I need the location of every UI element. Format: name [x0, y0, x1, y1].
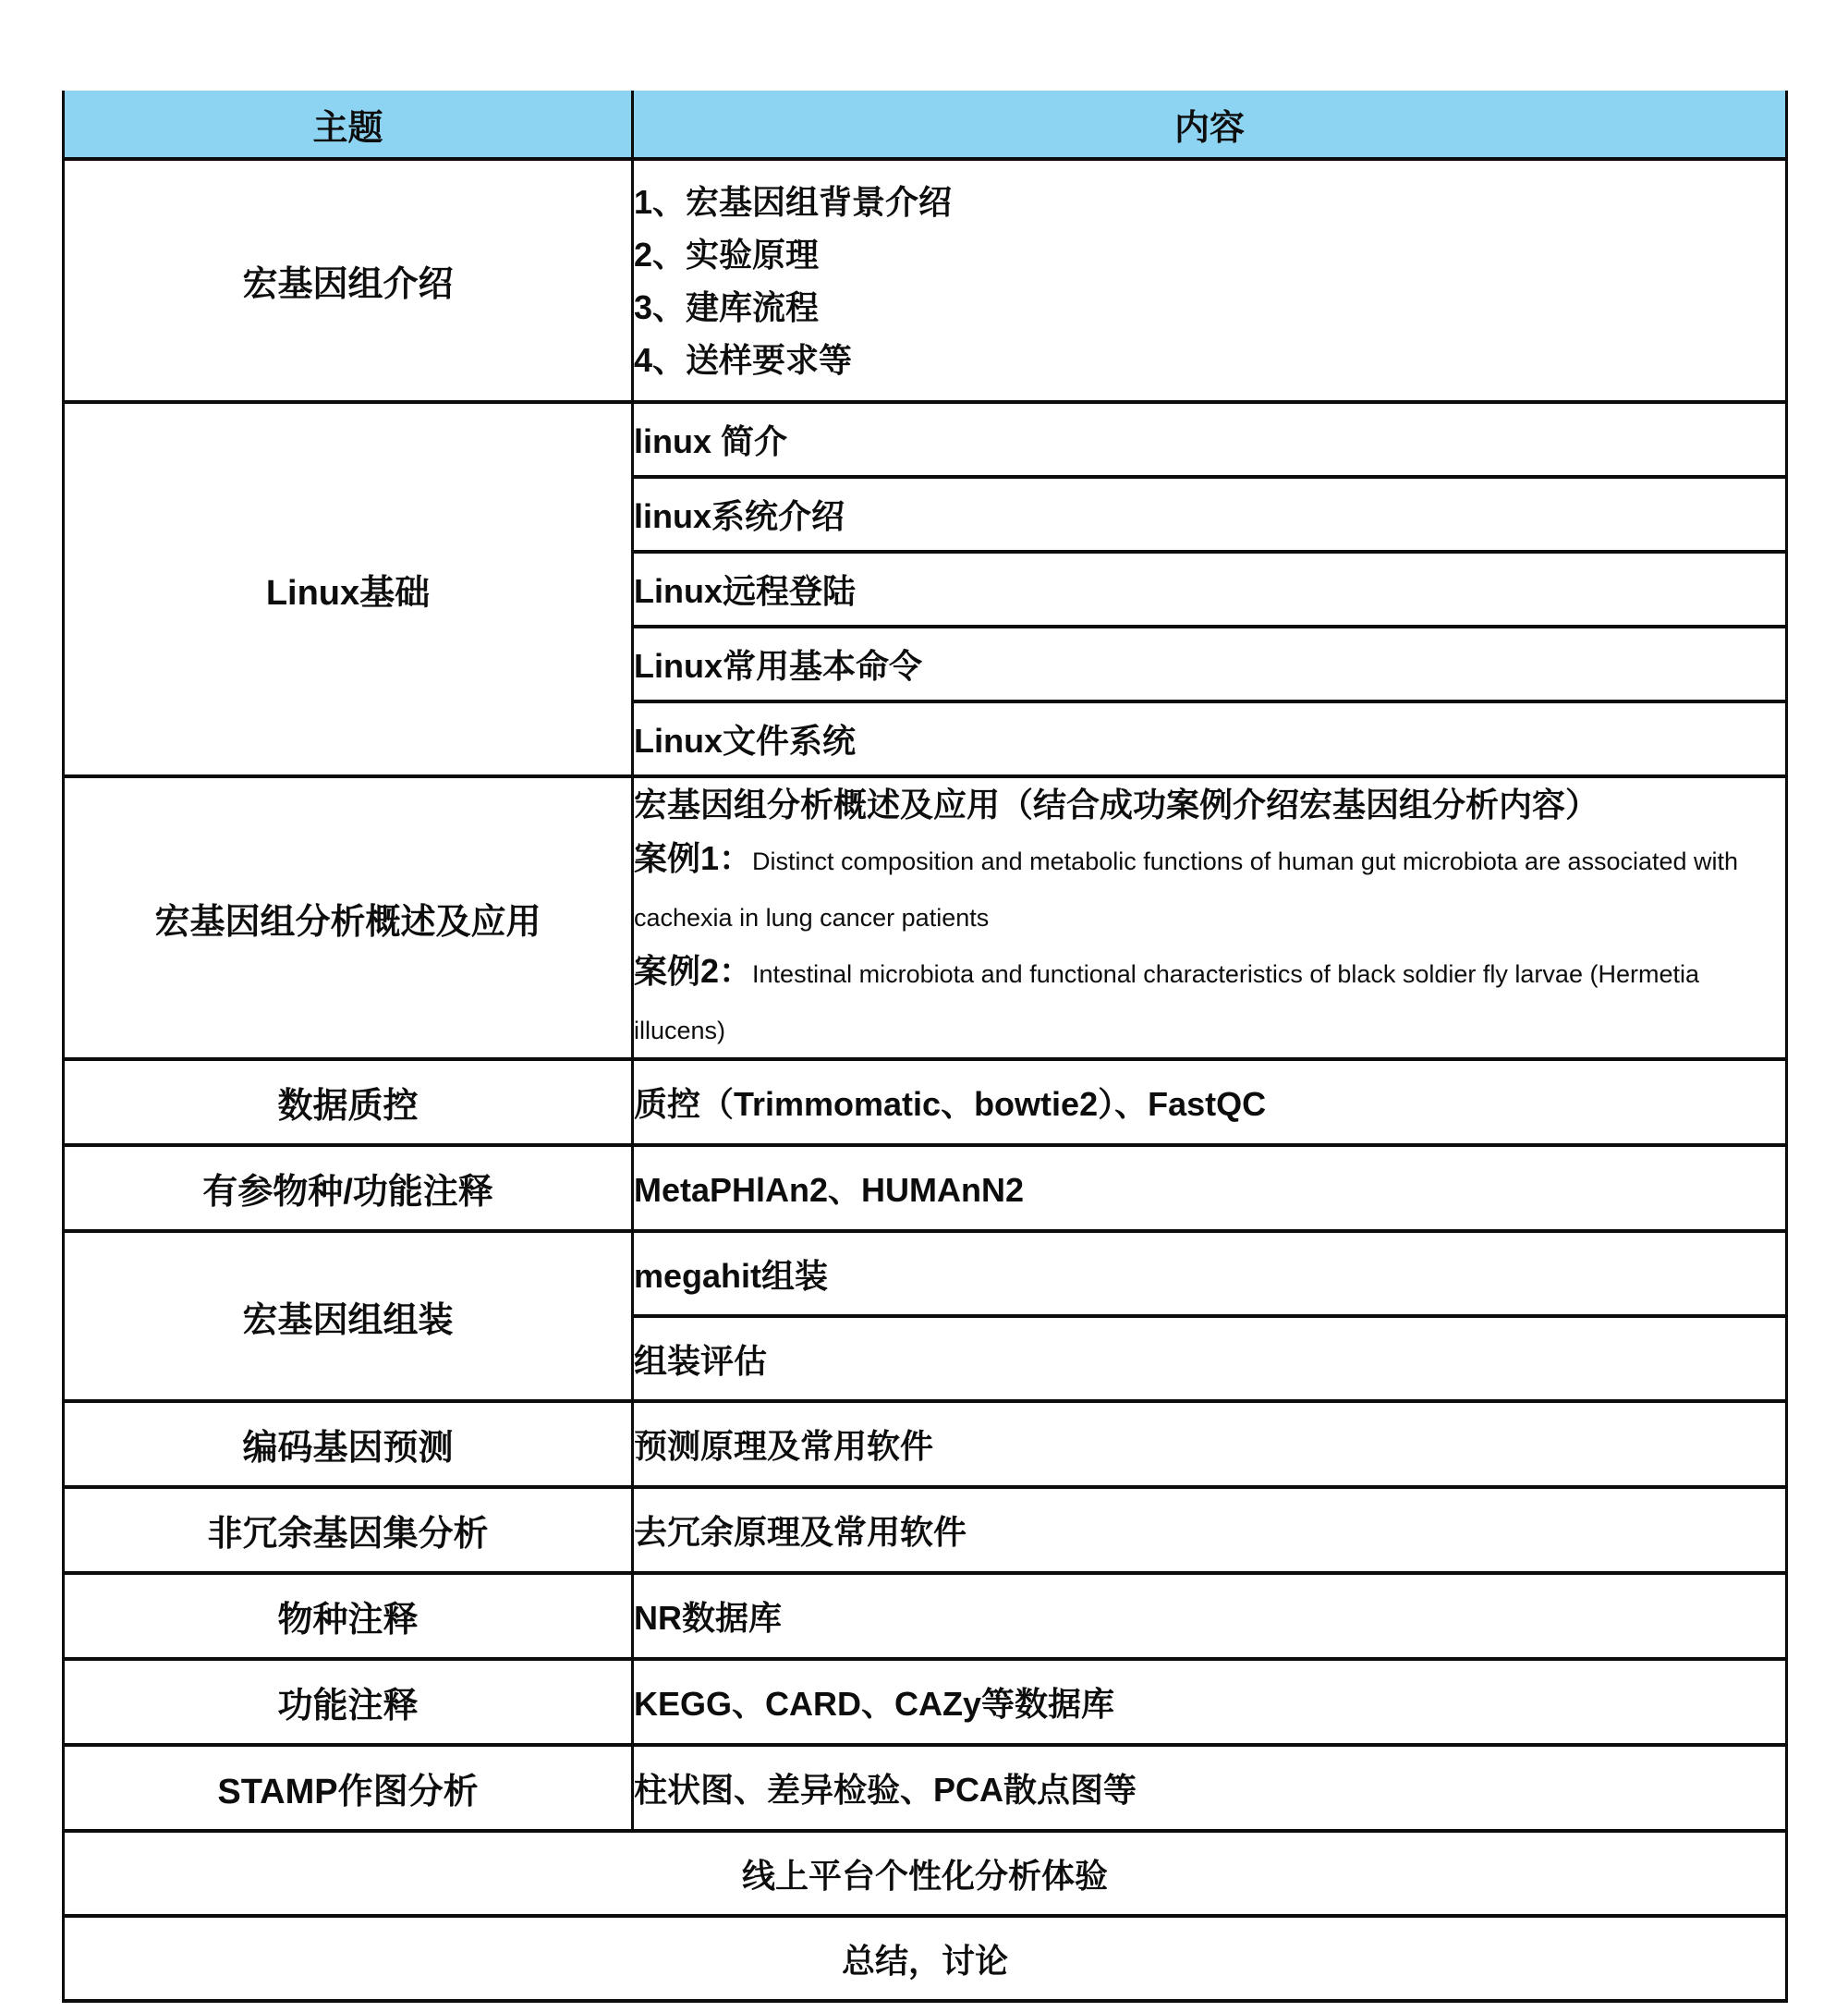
intro-line-2: 2、实验原理: [634, 235, 820, 274]
content-cell-stamp: 柱状图、差异检验、PCA散点图等: [633, 1745, 1787, 1831]
table-row-overview: [64, 776, 1787, 1059]
content-cell-ref-annotation: MetaPHlAn2、HUMAnN2: [633, 1145, 1787, 1231]
table-row-gene-prediction: [64, 1401, 1787, 1487]
topic-cell-gene-prediction: 编码基因预测: [64, 1401, 633, 1487]
table-row-function-annotation: [64, 1659, 1787, 1745]
overview-title: 宏基因组分析概述及应用（结合成功案例介绍宏基因组分析内容）: [634, 786, 1599, 823]
course-syllabus-table: [62, 91, 1788, 2003]
content-cell-linux-5: Linux文件系统: [633, 701, 1787, 776]
content-cell-linux-3: Linux远程登陆: [633, 552, 1787, 627]
full-cell-online-platform: 线上平台个性化分析体验: [64, 1831, 1787, 1916]
intro-line-4: 4、送样要求等: [634, 340, 853, 379]
full-cell-summary: 总结，讨论: [64, 1916, 1787, 2001]
table-row-assembly-1: [64, 1231, 1787, 1316]
content-cell-linux-2: linux系统介绍: [633, 477, 1787, 552]
content-cell-function-annotation: KEGG、CARD、CAZy等数据库: [633, 1659, 1787, 1745]
content-cell-linux-1: linux 简介: [633, 402, 1787, 477]
header-cell-content: 内容: [633, 91, 1787, 159]
topic-cell-nr-geneset: 非冗余基因集分析: [64, 1487, 633, 1573]
content-cell-overview: [633, 776, 1787, 1059]
content-cell-nr-geneset: 去冗余原理及常用软件: [633, 1487, 1787, 1573]
topic-cell-qc: 数据质控: [64, 1059, 633, 1145]
content-cell-gene-prediction: 预测原理及常用软件: [633, 1401, 1787, 1487]
table-row-stamp: [64, 1745, 1787, 1831]
topic-cell-linux: Linux基础: [64, 402, 633, 776]
overview-case1: [634, 832, 1785, 945]
table-row-nr-geneset: [64, 1487, 1787, 1573]
table-row-intro: [64, 159, 1787, 402]
topic-cell-taxonomy-annotation: 物种注释: [64, 1573, 633, 1659]
content-cell-assembly-2: 组装评估: [633, 1316, 1787, 1401]
content-cell-assembly-1: megahit组装: [633, 1231, 1787, 1316]
content-cell-linux-4: Linux常用基本命令: [633, 627, 1787, 701]
content-cell-qc: 质控（Trimmomatic、bowtie2）、FastQC: [633, 1059, 1787, 1145]
intro-line-1: 1、宏基因组背景介绍: [634, 182, 953, 221]
header-cell-topic: 主题: [64, 91, 633, 159]
case1-text: Distinct composition and metabolic functions of human gut microbiota are associated with cachexia in lung cancer patients: [634, 847, 1739, 932]
topic-cell-overview: 宏基因组分析概述及应用: [64, 776, 633, 1059]
table-row-online-platform: [64, 1831, 1787, 1916]
case2-text: Intestinal microbiota and functional characteristics of black soldier fly larvae (Hermetia illucens): [634, 960, 1699, 1044]
topic-cell-function-annotation: 功能注释: [64, 1659, 633, 1745]
overview-case2: [634, 945, 1785, 1057]
case2-label: 案例2：: [634, 952, 753, 990]
table-row-linux-1: [64, 402, 1787, 477]
intro-line-3: 3、建库流程: [634, 287, 820, 326]
table-row-qc: [64, 1059, 1787, 1145]
topic-cell-assembly: 宏基因组组装: [64, 1231, 633, 1401]
case1-label: 案例1：: [634, 839, 753, 877]
content-cell-intro: [633, 159, 1787, 402]
topic-cell-ref-annotation: 有参物种/功能注释: [64, 1145, 633, 1231]
topic-cell-intro: 宏基因组介绍: [64, 159, 633, 402]
table-row-summary: [64, 1916, 1787, 2001]
content-cell-taxonomy-annotation: NR数据库: [633, 1573, 1787, 1659]
header-row: [64, 91, 1787, 159]
table-row-ref-annotation: [64, 1145, 1787, 1231]
topic-cell-stamp: STAMP作图分析: [64, 1745, 633, 1831]
table-row-taxonomy-annotation: [64, 1573, 1787, 1659]
